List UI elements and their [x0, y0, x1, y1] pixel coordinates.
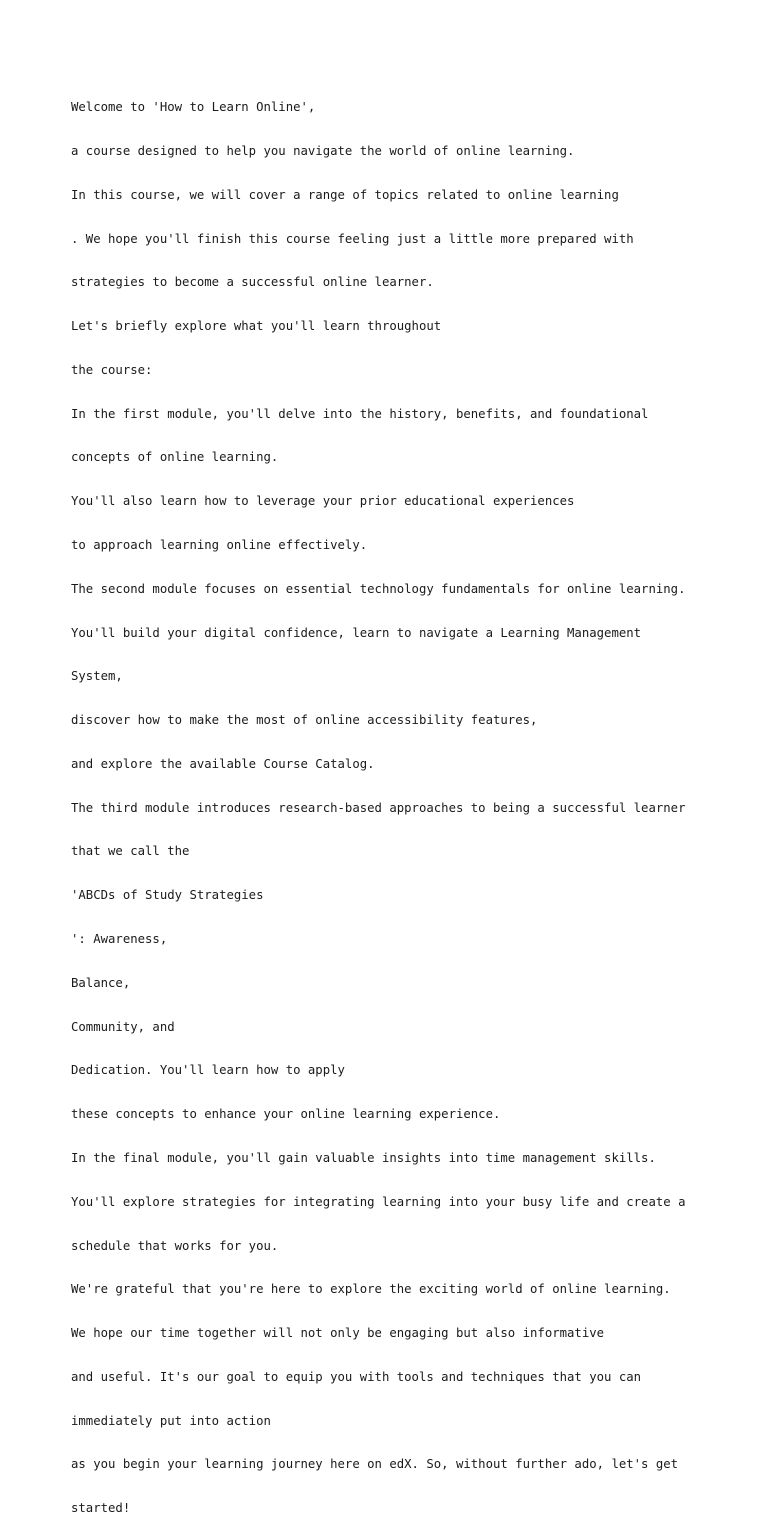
transcript-line: We hope our time together will not only be engaging but also informative — [71, 1326, 605, 1341]
transcript-line: Community, and — [71, 1019, 175, 1034]
transcript-line: immediately put into action — [71, 1413, 271, 1428]
transcript-line: Let's briefly explore what you'll learn throughout — [71, 319, 442, 334]
transcript-line: as you begin your learning journey here on edX. So, without further ado, let's get — [71, 1457, 679, 1472]
transcript-line: and useful. It's our goal to equip you with tools and techniques that you can — [71, 1369, 642, 1384]
transcript-line: strategies to become a successful online learner. — [71, 275, 434, 290]
transcript-text — [71, 71, 711, 1530]
transcript-line: You'll build your digital confidence, learn to navigate a Learning Management — [71, 625, 642, 640]
transcript-line: The second module focuses on essential technology fundamentals for online learning. — [71, 581, 686, 596]
transcript-line: concepts of online learning. — [71, 450, 279, 465]
transcript-line: We're grateful that you're here to explore the exciting world of online learning. — [71, 1282, 671, 1297]
transcript-line: Dedication. You'll learn how to apply — [71, 1063, 345, 1078]
transcript-line: In the final module, you'll gain valuable insights into time management skills. — [71, 1150, 656, 1165]
transcript-line: the course: — [71, 362, 153, 377]
transcript-line: a course designed to help you navigate the world of online learning. — [71, 143, 575, 158]
transcript-line: to approach learning online effectively. — [71, 538, 368, 552]
transcript-line: started! — [71, 1501, 131, 1516]
transcript-line: System, — [71, 669, 123, 684]
transcript-line: and explore the available Course Catalog. — [71, 756, 375, 771]
transcript-line: Welcome to 'How to Learn Online', — [71, 100, 316, 115]
transcript-line: In this course, we will cover a range of topics related to online learning — [71, 187, 619, 202]
transcript-line: . We hope you'll finish this course feeling just a little more prepared with — [71, 231, 634, 246]
transcript-line: discover how to make the most of online accessibility features, — [71, 713, 538, 728]
transcript-line: You'll also learn how to leverage your prior educational experiences — [71, 494, 575, 509]
transcript-line: You'll explore strategies for integrating learning into your busy life and create a — [71, 1194, 686, 1209]
transcript-line: schedule that works for you. — [71, 1238, 279, 1253]
transcript-line: that we call the — [71, 844, 190, 859]
transcript-line: these concepts to enhance your online learning experience. — [71, 1107, 501, 1122]
transcript-line: The third module introduces research-based approaches to being a successful learner — [71, 800, 686, 815]
transcript-line: Balance, — [71, 975, 131, 990]
transcript-line: 'ABCDs of Study Strategies — [71, 888, 264, 903]
transcript-line: ': Awareness, — [71, 932, 168, 947]
transcript-line: In the first module, you'll delve into the history, benefits, and foundational — [71, 406, 649, 421]
